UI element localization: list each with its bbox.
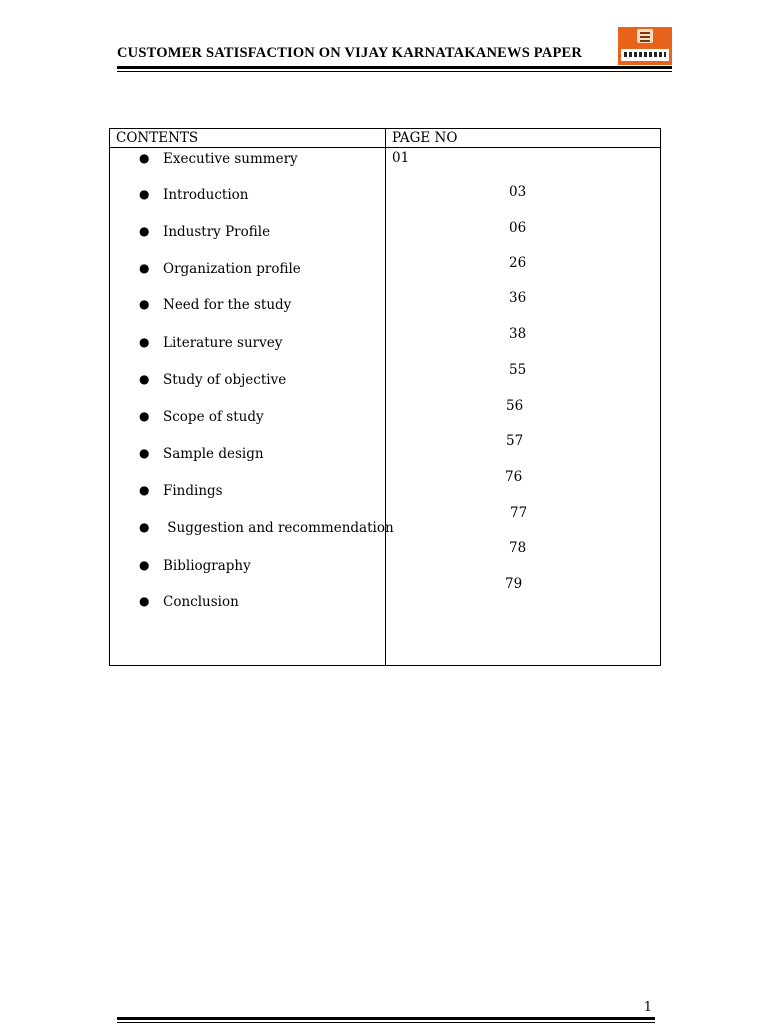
item-label: Organization profile xyxy=(163,261,301,277)
item-label: Industry Profile xyxy=(163,224,271,240)
table-header-divider xyxy=(110,147,660,148)
bullet-icon: ● xyxy=(139,335,150,349)
bullet-icon: ● xyxy=(139,483,150,497)
contents-table xyxy=(109,128,661,666)
list-item xyxy=(110,372,385,392)
bullet-icon: ● xyxy=(139,558,150,572)
page-number-cell: 38 xyxy=(509,326,527,342)
list-item xyxy=(110,594,385,614)
bullet-icon: ● xyxy=(139,297,150,311)
footer-rule-thin xyxy=(117,1022,655,1023)
item-label: Conclusion xyxy=(163,594,239,610)
list-item xyxy=(110,297,385,317)
header-title: CUSTOMER SATISFACTION ON VIJAY KARNATAKANEWS PAPER xyxy=(117,45,583,61)
item-label: Bibliography xyxy=(163,558,251,574)
contents-header: CONTENTS xyxy=(116,130,199,146)
item-label: Suggestion and recommendation xyxy=(163,520,394,536)
list-item xyxy=(110,187,385,207)
bullet-icon: ● xyxy=(139,446,150,460)
page-number-cell: 01 xyxy=(392,150,410,166)
page-number-cell: 76 xyxy=(505,469,523,485)
list-item xyxy=(110,409,385,429)
table-column-divider xyxy=(385,129,386,665)
page-number-cell: 57 xyxy=(506,433,524,449)
list-item xyxy=(110,446,385,466)
item-label: Introduction xyxy=(163,187,249,203)
header-rule-thick xyxy=(117,66,672,69)
list-item xyxy=(110,520,394,540)
bullet-icon: ● xyxy=(139,187,150,201)
item-label: Study of objective xyxy=(163,372,287,388)
page-number-cell: 77 xyxy=(510,505,528,521)
page-number: 1 xyxy=(643,1000,652,1015)
page-number-cell: 06 xyxy=(509,220,527,236)
item-label: Executive summery xyxy=(163,151,298,167)
bullet-icon: ● xyxy=(139,224,150,238)
page-number-cell: 79 xyxy=(505,576,523,592)
bullet-icon: ● xyxy=(139,409,150,423)
page-number-cell: 55 xyxy=(509,362,527,378)
list-item xyxy=(110,335,385,355)
bullet-icon: ● xyxy=(139,520,150,534)
item-label: Need for the study xyxy=(163,297,292,313)
bullet-icon: ● xyxy=(139,151,150,165)
list-item xyxy=(110,224,385,244)
page-number-cell: 26 xyxy=(509,255,527,271)
logo-wordmark xyxy=(621,49,669,61)
list-item xyxy=(110,261,385,281)
list-item xyxy=(110,558,385,578)
footer-rule-thick xyxy=(117,1017,655,1020)
item-label: Literature survey xyxy=(163,335,283,351)
page-number-cell: 56 xyxy=(506,398,524,414)
item-label: Findings xyxy=(163,483,223,499)
vijay-karnataka-logo-icon xyxy=(618,27,672,65)
item-label: Sample design xyxy=(163,446,264,462)
page-no-header: PAGE NO xyxy=(392,130,458,146)
page-number-cell: 03 xyxy=(509,184,527,200)
bullet-icon: ● xyxy=(139,372,150,386)
header-rule-thin xyxy=(117,71,672,72)
list-item xyxy=(110,483,385,503)
page-number-cell: 36 xyxy=(509,290,527,306)
list-item xyxy=(110,151,385,171)
item-label: Scope of study xyxy=(163,409,264,425)
bullet-icon: ● xyxy=(139,261,150,275)
logo-emblem-icon xyxy=(637,29,653,43)
bullet-icon: ● xyxy=(139,594,150,608)
page-number-cell: 78 xyxy=(509,540,527,556)
